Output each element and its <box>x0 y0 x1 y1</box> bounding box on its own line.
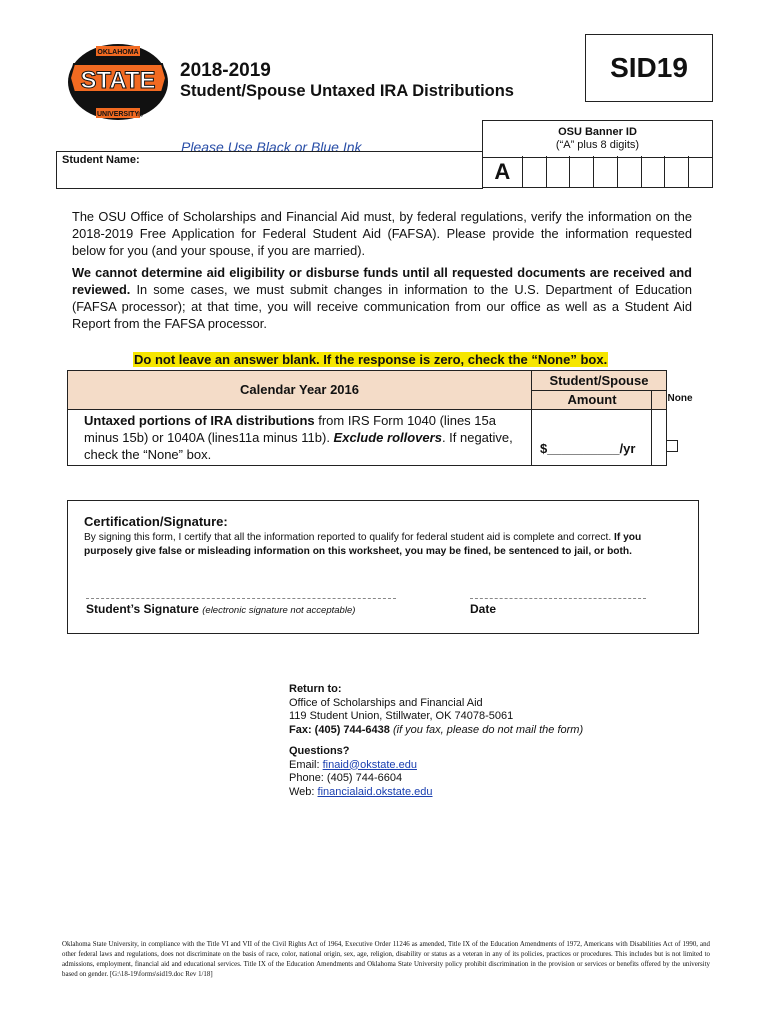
eligibility-bold: We cannot determine aid eligibility or disburse funds until all requested documents are received and reviewed. <box>72 265 692 297</box>
banner-id-hint: (“A” plus 8 digits) <box>555 139 640 151</box>
none-warning: Do not leave an answer blank. If the response is zero, check the “None” box. <box>134 352 608 367</box>
banner-id-header <box>482 120 713 158</box>
logo-main-text: STATE <box>80 67 156 94</box>
office-name: Office of Scholarships and Financial Aid <box>289 696 483 709</box>
nondiscrimination-footer: Oklahoma State University, in compliance with the Title VI and VII of the Civil Rights Act of 1964, Executive Order 11246 as amended, Title IX of the Education Amendments of 1972, Americans with Disabilities Act of 1990, and other federal laws and regulations, does not discriminate on the basis of race, color, national origin, sex, age, religion, disability or status as a veteran in any of its policies, practices or procedures. This includes but is not limited to admissions, employment, financial aid and educational services. Title IX of the Education Amendments and Oklahoma State University policy prohibit discrimination in the provision or services or benefits offered by the university based on gender. [G:\18-19\forms\sid19.doc Rev 1/18] <box>62 941 710 978</box>
signature-line[interactable] <box>86 598 396 599</box>
none-checkbox[interactable] <box>666 440 678 452</box>
signature-label: Student’s Signature (electronic signature not acceptable) <box>86 602 356 616</box>
certification-heading: Certification/Signature: <box>84 514 228 529</box>
amount-header: Amount <box>567 392 617 407</box>
form-title: Student/Spouse Untaxed IRA Distributions <box>180 82 514 100</box>
banner-id-digit[interactable] <box>522 156 546 187</box>
banner-id-digit[interactable] <box>617 156 641 187</box>
osu-logo <box>66 42 170 124</box>
banner-id-label: OSU Banner ID <box>558 126 637 138</box>
ira-row-description: Untaxed portions of IRA distributions from IRS Form 1040 (lines 15a minus 15b) or 1040A (lines11a minus 11b). Exclude rollovers. If negative, check the “None” box. <box>84 413 513 462</box>
email-link[interactable]: finaid@okstate.edu <box>322 758 417 771</box>
banner-id-digit[interactable] <box>664 156 688 187</box>
phone-number: Phone: (405) 744-6604 <box>289 772 403 784</box>
ira-table <box>67 370 693 466</box>
banner-id-prefix: A <box>494 159 511 184</box>
eligibility-text: In some cases, we must submit changes in information to the U.S. Department of Education (FAFSA processor); at that time, you will receive communication from our office as well as a Student Aid Report from the FAFSA processor. <box>72 282 692 331</box>
banner-id-digit[interactable] <box>688 156 712 187</box>
eligibility-paragraph <box>72 264 692 332</box>
calendar-year-header: Calendar Year 2016 <box>239 382 359 397</box>
date-label: Date <box>470 602 497 616</box>
date-line[interactable] <box>470 598 646 599</box>
certification-box <box>67 500 699 634</box>
questions-label: Questions? <box>289 745 350 757</box>
intro-paragraph: The OSU Office of Scholarships and Financial Aid must, by federal regulations, verify the information on the 2018-2019 Free Application for Federal Student Aid (FAFSA). Please provide the information requested below for you (and your spouse, if you are married). <box>72 209 692 258</box>
logo-top-text: OKLAHOMA <box>97 49 139 56</box>
office-address: 119 Student Union, Stillwater, OK 74078-5061 <box>289 710 514 722</box>
banner-id-digit[interactable] <box>593 156 617 187</box>
banner-id-digit[interactable] <box>641 156 665 187</box>
return-label: Return to: <box>289 683 342 695</box>
form-year: 2018-2019 <box>180 60 271 81</box>
logo-bottom-text: UNIVERSITY <box>96 111 140 118</box>
fax-number: Fax: (405) 744-6438 <box>289 723 390 736</box>
none-header: None <box>667 393 693 404</box>
student-name-label: Student Name: <box>62 154 140 166</box>
ira-amount-field[interactable]: $__________/yr <box>540 441 636 456</box>
return-info: Return to: Office of Scholarships and Financial Aid 119 Student Union, Stillwater, OK 74078-5061 Fax: (405) 744-6438 (if you fax, please do not mail the form) Questions? Email: finaid@okstate.edu Phone: (405) 744-6604 Web: financialaid.okstate.edu <box>289 683 584 798</box>
ink-note: Please Use Black or Blue Ink <box>181 139 362 155</box>
registered-mark: ® <box>138 112 144 119</box>
banner-id-grid <box>482 156 713 188</box>
fax-note: (if you fax, please do not mail the form) <box>389 723 584 736</box>
form-code-box: SID19 <box>585 34 713 102</box>
certification-text: By signing this form, I certify that all the information reported to qualify for federal student aid is complete and correct. If you purposely give false or misleading information on this worksheet, you may be fined, be sentenced to jail, or both. <box>84 532 642 557</box>
student-spouse-header: Student/Spouse <box>549 373 649 388</box>
web-link[interactable]: financialaid.okstate.edu <box>317 785 433 798</box>
banner-id-digit[interactable] <box>569 156 593 187</box>
banner-id-digit[interactable] <box>546 156 570 187</box>
